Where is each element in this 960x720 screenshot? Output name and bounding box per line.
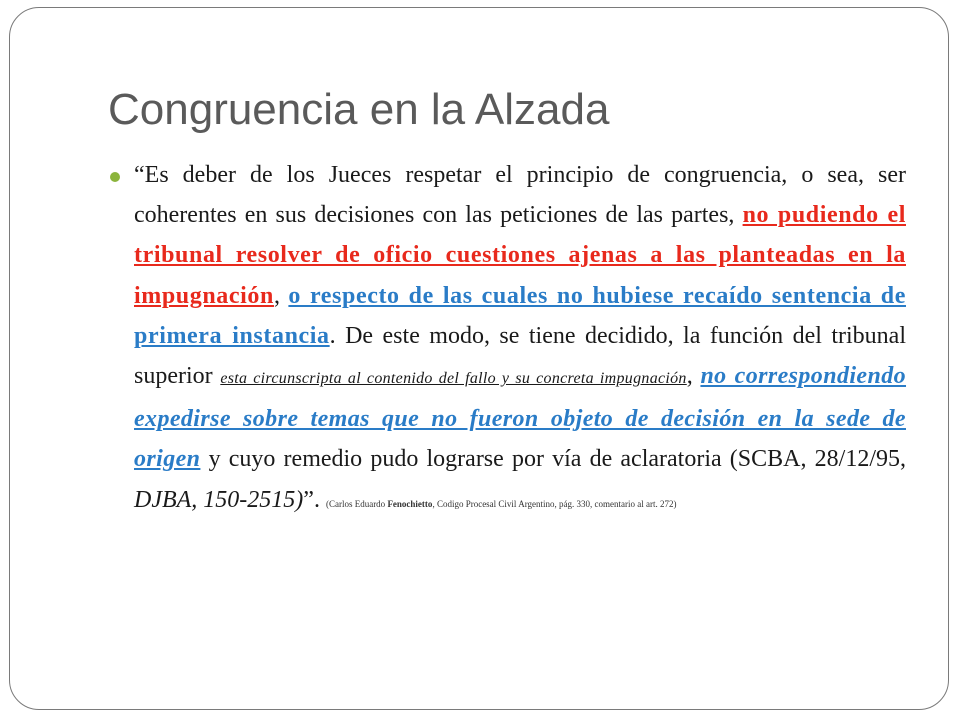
quote-emphasis-blue-italic: no correspondiendo expedirse sobre temas que no fueron objeto de decisión en la sede de origen — [134, 363, 907, 473]
slide-title: Congruencia en la Alzada — [108, 85, 610, 134]
citation-prefix: (Carlos Eduardo — [325, 498, 388, 509]
quote-text-end: y cuyo remedio pudo lograrse por vía de aclaratoria (SCBA, 28/12/95, — [200, 446, 906, 473]
source-citation — [326, 499, 677, 509]
citation-author: Fenochietto — [387, 498, 433, 509]
quote-paragraph — [134, 155, 906, 520]
quote-reference-italic: DJBA, 150-2515) — [134, 486, 304, 513]
quote-text-intro: “Es deber de los Jueces respetar el principio de congruencia, o sea, ser coherentes en sus decisiones con las peticiones de las partes, — [134, 162, 906, 229]
quote-separator-2: , — [686, 363, 701, 390]
quote-separator: , — [273, 282, 289, 309]
quote-emphasis-red: no pudiendo el tribunal resolver de oficio cuestiones ajenas a las planteadas en la impugnación — [134, 202, 906, 309]
citation-suffix: , Codigo Procesal Civil Argentino, pág. 330, comentario al art. 272) — [432, 498, 677, 509]
quote-close: ”. — [303, 486, 326, 513]
bullet-marker-icon — [110, 172, 120, 182]
quote-text-middle: . De este modo, se tiene decidido, la función del tribunal superior — [134, 322, 906, 390]
quote-emphasis-italic-small: esta circunscripta al contenido del fallo y su concreta impugnación — [220, 370, 687, 388]
quote-emphasis-blue: o respecto de las cuales no hubiese recaído sentencia de primera instancia — [134, 282, 906, 349]
